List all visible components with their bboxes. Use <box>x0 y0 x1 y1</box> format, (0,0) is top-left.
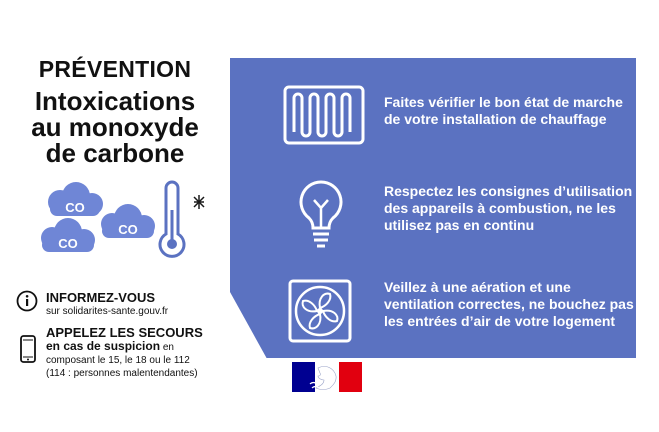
title-line-1: Intoxications <box>34 86 196 116</box>
heating-radiator-icon <box>282 84 366 146</box>
left-column <box>0 0 230 432</box>
light-bulb-icon <box>296 178 346 252</box>
title-line-3: de carbone <box>45 138 185 168</box>
emergency-title: APPELEZ LES SECOURS <box>46 325 203 340</box>
tip-appliances: Respectez les consignes d’utilisation des appareils à combustion, ne les utilisez pas en continu <box>384 183 633 233</box>
page-title <box>0 88 230 166</box>
phone-icon <box>19 335 37 363</box>
snowflake-icon <box>194 195 204 209</box>
kicker-heading: PRÉVENTION <box>38 56 192 82</box>
co-illustration <box>38 180 218 270</box>
cloud-label-1: CO <box>65 200 85 215</box>
inform-site: sur solidarites-sante.gouv.fr <box>46 306 169 317</box>
cloud-label-2: CO <box>58 236 78 251</box>
tip-heating: Faites vérifier le bon état de marche de votre installation de chauffage <box>384 94 623 127</box>
thermometer-icon <box>160 182 184 256</box>
emergency-suspicion: en cas de suspicion <box>46 339 161 353</box>
emergency-deaf-number: (114 : personnes malentendantes) <box>46 368 198 379</box>
info-icon <box>16 290 38 312</box>
republique-francaise-logo <box>292 362 362 392</box>
tip-ventilation: Veillez à une aération et une ventilation correctes, ne bouchez pas les entrées d’air de votre logement <box>384 279 634 329</box>
title-line-2: au monoxyde <box>31 112 199 142</box>
inform-title: INFORMEZ-VOUS <box>46 290 156 305</box>
ventilation-fan-icon <box>287 278 353 344</box>
emergency-line1-rest: en <box>160 342 174 353</box>
emergency-numbers: composant le 15, le 18 ou le 112 <box>46 355 190 366</box>
cloud-label-3: CO <box>118 222 138 237</box>
